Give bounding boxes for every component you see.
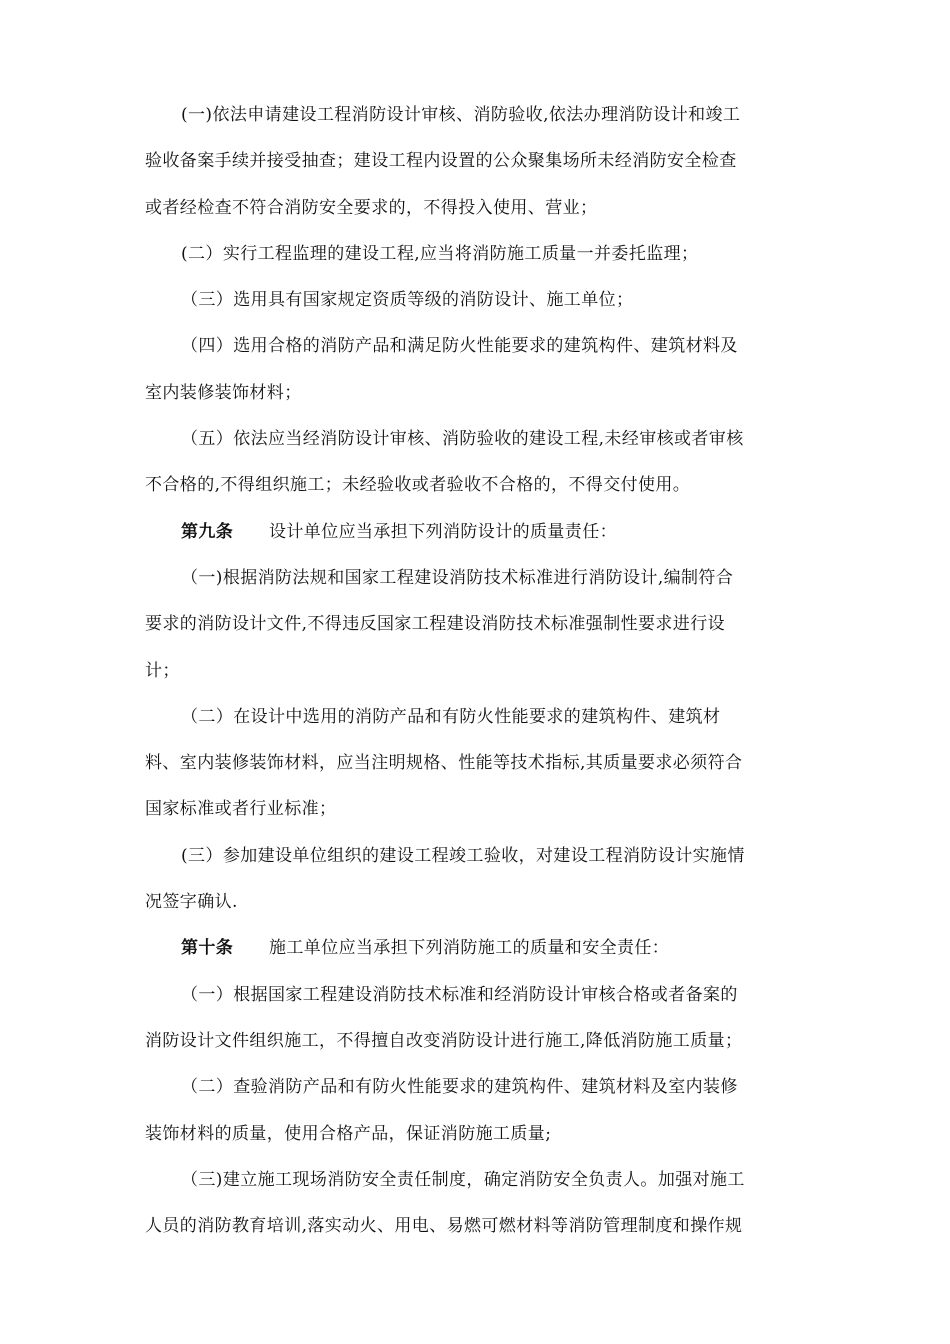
paragraph-line: 人员的消防教育培训,落实动火、用电、易燃可燃材料等消防管理制度和操作规 [145, 1216, 743, 1237]
paragraph-line: 国家标准或者行业标准； [145, 799, 337, 820]
article-title: 设计单位应当承担下列消防设计的质量责任： [269, 521, 617, 542]
paragraph-line: 室内装修装饰材料； [145, 382, 302, 403]
paragraph-line: 要求的消防设计文件,不得违反国家工程建设消防技术标准强制性要求进行设 [145, 614, 726, 635]
article-heading-9 [145, 509, 805, 555]
article-number: 第九条 [181, 521, 234, 542]
paragraph-line: （二）查验消防产品和有防火性能要求的建筑构件、建筑材料及室内装修 [181, 1077, 738, 1098]
paragraph-line: （四）选用合格的消防产品和满足防火性能要求的建筑构件、建筑材料及 [181, 336, 738, 357]
article-heading-10 [145, 925, 805, 971]
paragraph-line: （五）依法应当经消防设计审核、消防验收的建设工程,未经审核或者审核 [181, 429, 744, 450]
paragraph-line: （二）在设计中选用的消防产品和有防火性能要求的建筑构件、建筑材 [181, 706, 721, 727]
paragraph-line: (三）参加建设单位组织的建设工程竣工验收，对建设工程消防设计实施情 [181, 845, 745, 866]
paragraph-line: （一)根据消防法规和国家工程建设消防技术标准进行消防设计,编制符合 [181, 567, 734, 588]
article-number: 第十条 [181, 938, 234, 959]
paragraph-line: 况签字确认. [145, 892, 238, 913]
paragraph-line: 料、室内装修装饰材料，应当注明规格、性能等技术指标,其质量要求必须符合 [145, 753, 743, 774]
paragraph-line: 消防设计文件组织施工，不得擅自改变消防设计进行施工,降低消防施工质量； [145, 1030, 743, 1051]
paragraph-line: （一）根据国家工程建设消防技术标准和经消防设计审核合格或者备案的 [181, 984, 738, 1005]
paragraph-line: 验收备案手续并接受抽查；建设工程内设置的公众聚集场所未经消防安全检查 [145, 151, 737, 172]
paragraph-line: （三）选用具有国家规定资质等级的消防设计、施工单位； [181, 290, 634, 311]
paragraph-line: 或者经检查不符合消防安全要求的，不得投入使用、营业； [145, 197, 598, 218]
article-title: 施工单位应当承担下列消防施工的质量和安全责任： [269, 938, 670, 959]
paragraph-line: 计； [145, 660, 180, 681]
paragraph-line: 装饰材料的质量，使用合格产品，保证消防施工质量; [145, 1123, 552, 1144]
paragraph-line: 不合格的,不得组织施工；未经验收或者验收不合格的，不得交付使用。 [145, 475, 691, 496]
paragraph-line: （三)建立施工现场消防安全责任制度，确定消防安全负责人。加强对施工 [181, 1169, 745, 1190]
paragraph-line: (二）实行工程监理的建设工程,应当将消防施工质量一并委托监理； [181, 243, 699, 264]
paragraph-line: (一)依法申请建设工程消防设计审核、消防验收,依法办理消防设计和竣工 [181, 105, 741, 125]
document-page [145, 92, 805, 1249]
